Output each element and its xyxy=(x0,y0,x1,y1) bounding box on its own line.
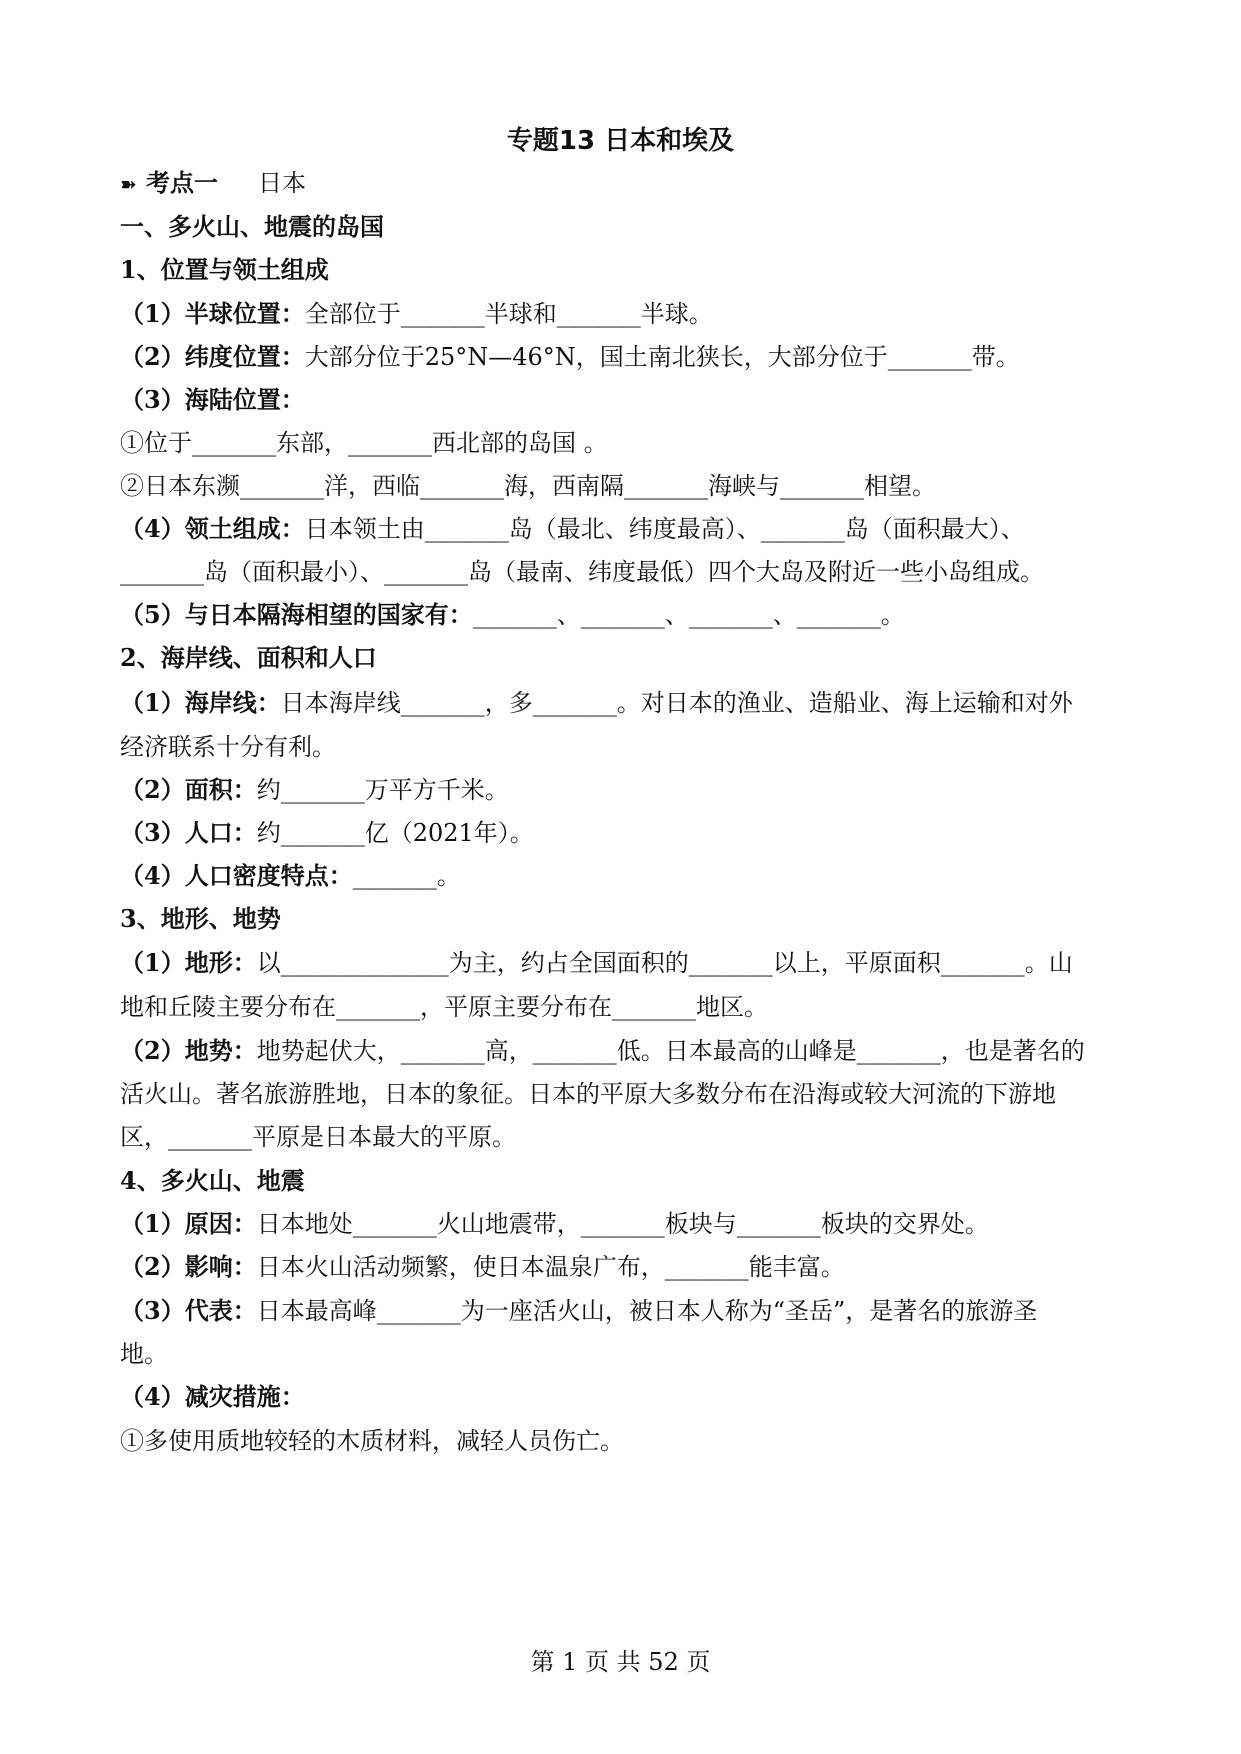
paragraph-example-2: 地。 xyxy=(120,1340,168,1368)
label: （2）纬度位置： xyxy=(120,342,305,371)
paragraph-territory-1 xyxy=(120,512,1120,546)
text: 全部位于_______半球和_______半球。 xyxy=(304,300,713,328)
paragraph-area xyxy=(120,773,1120,807)
label: （1）半球位置： xyxy=(120,299,305,328)
paragraph-example-1 xyxy=(120,1294,1120,1328)
label: （4）人口密度特点： xyxy=(120,861,353,890)
text: 日本海岸线_______，多_______。对日本的渔业、造船业、海上运输和对外 xyxy=(280,689,1073,717)
paragraph-mitigation-a: ①多使用质地较轻的木质材料，减轻人员伤亡。 xyxy=(120,1427,624,1455)
subheading-1: 1、位置与领土组成 xyxy=(120,255,329,284)
paragraph-coastline-1 xyxy=(120,686,1120,720)
label: （1）地形： xyxy=(120,948,257,977)
paragraph-mitigation-label: （4）减灾措施： xyxy=(120,1382,305,1411)
paragraph-territory-2: _______岛（面积最小）、_______岛（最南、纬度最低）四个大岛及附近一些小岛组成。 xyxy=(120,558,1044,586)
paragraph-coastline-2: 经济联系十分有利。 xyxy=(120,733,336,761)
label: （3）人口： xyxy=(120,818,257,847)
arrow-icon: ➽ xyxy=(120,172,137,196)
label: （2）面积： xyxy=(120,775,257,804)
paragraph-latitude xyxy=(120,340,1120,374)
text: 约_______万平方千米。 xyxy=(256,776,509,804)
paragraph-sea-land-b: ②日本东濒_______洋，西临_______海，西南隔_______海峡与_______相望。 xyxy=(120,472,936,500)
label: （1）原因： xyxy=(120,1209,257,1238)
kaodian-label: 考点一 xyxy=(146,168,218,197)
label: （2）地势： xyxy=(120,1036,257,1065)
text: 日本地处_______火山地震带，_______板块与_______板块的交界处。 xyxy=(256,1210,989,1238)
text: 地势起伏大，_______高，_______低。日本最高的山峰是_______，也是著名的 xyxy=(256,1037,1085,1065)
paragraph-sea-land-label: （3）海陆位置： xyxy=(120,385,305,414)
subheading-4: 4、多火山、地震 xyxy=(120,1166,305,1195)
kaodian-heading xyxy=(120,166,1120,201)
text: 以______________为主，约占全国面积的_______以上，平原面积_______。山 xyxy=(256,949,1073,977)
text: 日本最高峰_______为一座活火山，被日本人称为“圣岳”，是著名的旅游圣 xyxy=(256,1297,1038,1325)
paragraph-hemisphere xyxy=(120,297,1120,331)
subheading-2: 2、海岸线、面积和人口 xyxy=(120,643,377,672)
label: （3）代表： xyxy=(120,1296,257,1325)
paragraph-neighbors xyxy=(120,598,1120,632)
kaodian-topic: 日本 xyxy=(258,169,306,197)
text: 约_______亿（2021年）。 xyxy=(256,819,534,847)
label: （5）与日本隔海相望的国家有： xyxy=(120,600,473,629)
paragraph-population xyxy=(120,816,1120,850)
paragraph-sea-land-a: ①位于_______东部，_______西北部的岛国 。 xyxy=(120,429,608,457)
paragraph-relief-1 xyxy=(120,1034,1120,1068)
subheading-3: 3、地形、地势 xyxy=(120,904,281,933)
label: （2）影响： xyxy=(120,1252,257,1281)
paragraph-terrain-2: 地和丘陵主要分布在_______，平原主要分布在_______地区。 xyxy=(120,993,768,1021)
page-title: 专题13 日本和埃及 xyxy=(506,126,735,156)
paragraph-relief-3: 区，_______平原是日本最大的平原。 xyxy=(120,1123,516,1151)
paragraph-impact xyxy=(120,1250,1120,1284)
paragraph-density xyxy=(120,859,1120,893)
label: （4）领土组成： xyxy=(120,514,305,543)
text: _______。 xyxy=(352,862,461,890)
text: 日本领土由_______岛（最北、纬度最高）、_______岛（面积最大）、 xyxy=(304,515,1025,543)
text: _______、_______、_______、_______。 xyxy=(472,601,905,629)
label: （1）海岸线： xyxy=(120,688,281,717)
paragraph-relief-2: 活火山。著名旅游胜地，日本的象征。日本的平原大多数分布在沿海或较大河流的下游地 xyxy=(120,1080,1056,1108)
section-heading: 一、多火山、地震的岛国 xyxy=(120,212,384,241)
paragraph-terrain-1 xyxy=(120,946,1120,980)
paragraph-cause xyxy=(120,1207,1120,1241)
text: 大部分位于25°N—46°N，国土南北狭长，大部分位于_______带。 xyxy=(304,343,1020,371)
page-footer: 第 1 页 共 52 页 xyxy=(530,1648,711,1676)
text: 日本火山活动频繁，使日本温泉广布，_______能丰富。 xyxy=(256,1253,845,1281)
